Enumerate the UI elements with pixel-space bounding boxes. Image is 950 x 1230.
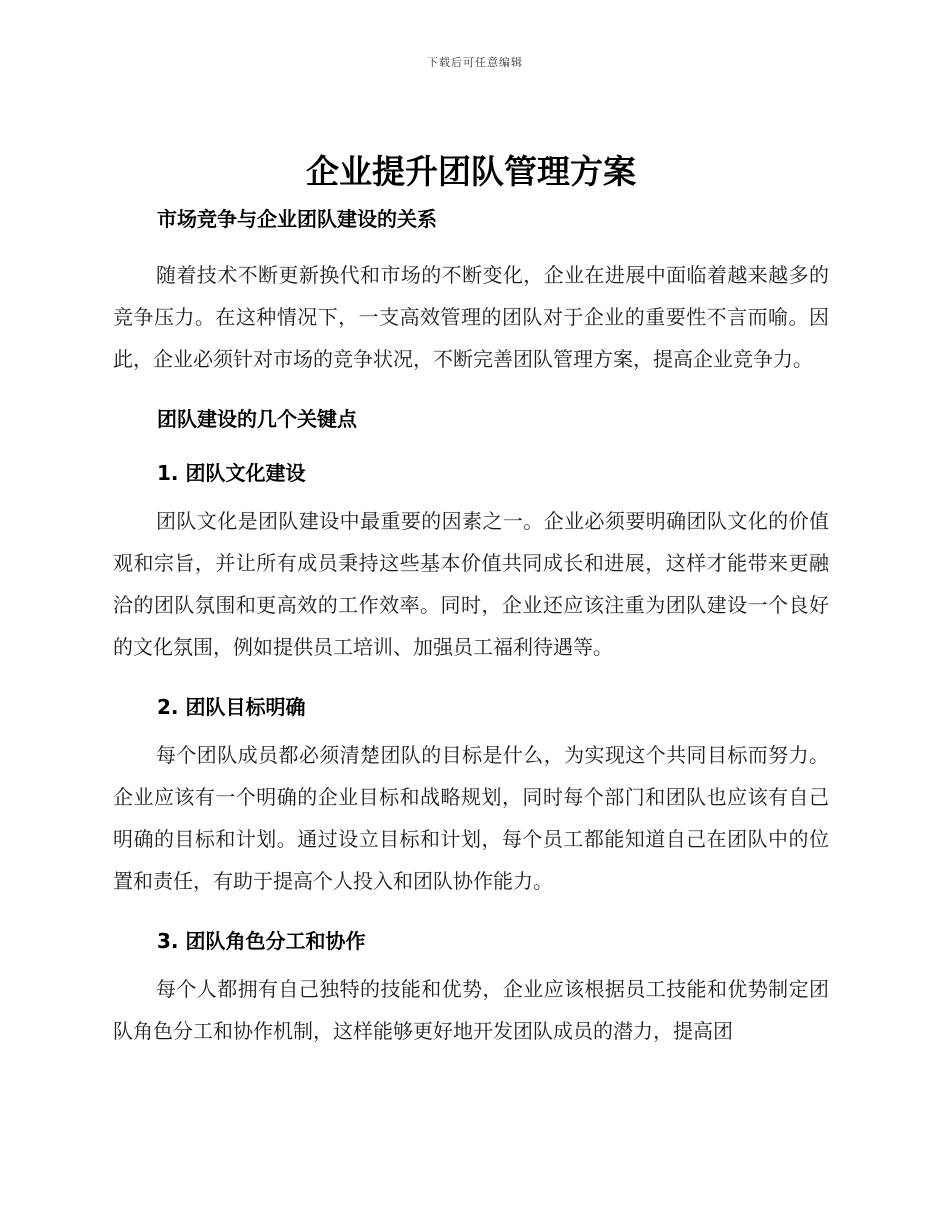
document-title: 企业提升团队管理方案 [306, 152, 636, 191]
header-note: 下载后可任意编辑 [427, 56, 523, 69]
section-heading: 团队建设的几个关键点 [157, 407, 357, 431]
section-heading: 市场竞争与企业团队建设的关系 [157, 207, 437, 231]
section-heading: 2. 团队目标明确 [157, 695, 306, 719]
section-paragraph: 随着技术不断更新换代和市场的不断变化，企业在进展中面临着越来越多的竞争压力。在这种情况下，一支高效管理的团队对于企业的重要性不言而喻。因此，企业必须针对市场的竞争状况，不断完善团队管理方案，提高企业竞争力。 [113, 263, 829, 371]
section-paragraph: 团队文化是团队建设中最重要的因素之一。企业必须要明确团队文化的价值观和宗旨，并让所有成员秉持这些基本价值共同成长和进展，这样才能带来更融洽的团队氛围和更高效的工作效率。同时，企业还应该注重为团队建设一个良好的文化氛围，例如提供员工培训、加强员工福利待遇等。 [113, 509, 829, 659]
section-heading: 3. 团队角色分工和协作 [157, 929, 366, 953]
section-heading: 1. 团队文化建设 [157, 461, 306, 485]
section-paragraph: 每个人都拥有自己独特的技能和优势，企业应该根据员工技能和优势制定团队角色分工和协作机制，这样能够更好地开发团队成员的潜力，提高团 [113, 977, 829, 1043]
document-body [113, 148, 829, 1052]
section-paragraph: 每个团队成员都必须清楚团队的目标是什么，为实现这个共同目标而努力。企业应该有一个明确的企业目标和战略规划，同时每个部门和团队也应该有自己明确的目标和计划。通过设立目标和计划，每个员工都能知道自己在团队中的位置和责任，有助于提高个人投入和团队协作能力。 [113, 743, 829, 893]
